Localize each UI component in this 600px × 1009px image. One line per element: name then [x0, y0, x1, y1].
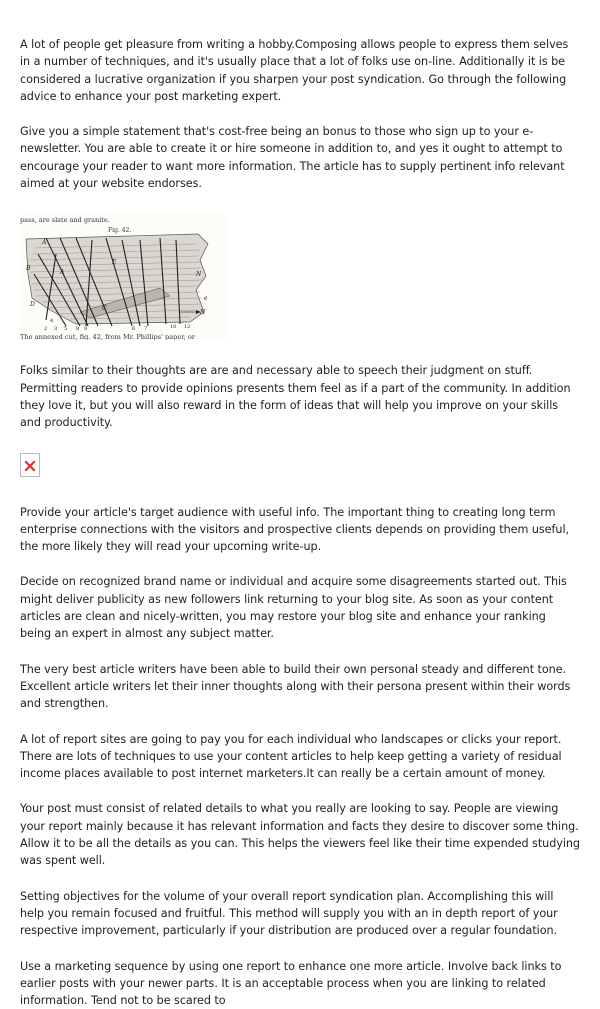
engraving-number: 9 — [84, 326, 87, 332]
engraving-number: 3 — [54, 326, 57, 332]
paragraph-10: Use a marketing sequence by using one report to enhance one more article. Involve back links to earlier posts with your newer parts. It is an acceptable process when you are linking to related information. Tend not to be scared to — [20, 958, 580, 1009]
engraving-number: 12 — [184, 324, 190, 330]
engraving-letter: E — [111, 259, 117, 266]
engraving-letter: N — [199, 309, 206, 316]
engraving-letter: D — [29, 301, 35, 308]
engraving-caption-bottom: The annexed cut, fig. 42, from Mr. Phillips' paper, or — [20, 333, 196, 340]
article-body — [20, 36, 580, 1009]
paragraph-5: Decide on recognized brand name or individual and acquire some disagreements started out. This might deliver publicity as new followers link returning to your blog site. As soon as your content articles are clean and nicely-written, you may restore your blog site and enhance your ranking being an expert in almost any subject matter. — [20, 573, 580, 642]
engraving-figure-label: Fig. 42. — [108, 227, 131, 234]
engraving-letter: e — [204, 295, 208, 302]
engraving-number: 2 — [44, 326, 47, 332]
engraving-letter: A — [41, 239, 47, 246]
engraving-number: 4 — [50, 318, 53, 324]
paragraph-7: A lot of report sites are going to pay you for each individual who landscapes or clicks your report. There are lots of techniques to use your content articles to help keep getting a variety of residual income places available to post internet marketers.It can really be a certain amount of money. — [20, 731, 580, 783]
engraving-number: 8 — [76, 326, 79, 332]
paragraph-8: Your post must consist of related details to what you really are looking to say. People are viewing your report mainly because it has relevant information and facts they desire to discover some thing. Allow it to be all the details as you can. This helps the viewers feel like their time expended studying was spent well. — [20, 800, 580, 869]
engraving-letter: B — [25, 265, 31, 272]
paragraph-9: Setting objectives for the volume of your overall report syndication plan. Accomplishing this will help you remain focused and fruitful. This method will supply you with an in depth report of your respective improvement, particularly if your distribution are produced over a regular foundation. — [20, 888, 580, 940]
engraving-number: 6 — [132, 326, 135, 332]
engraving-letter: A — [59, 269, 65, 276]
engraving-figure — [20, 214, 226, 340]
paragraph-3: Folks similar to their thoughts are are and necessary able to speech their judgment on stuff. Permitting readers to provide opinions presents them feel as if a part of the community. In addition they love it, but you will also reward in the form of ideas that will help you improve on your skills and productivity. — [20, 362, 580, 431]
paragraph-6: The very best article writers have been able to build their own personal steady and different tone. Excellent article writers let their inner thoughts along with their persona present within their words and strengthen. — [20, 661, 580, 713]
engraving-number: 10 — [170, 324, 176, 330]
broken-image-icon — [24, 460, 36, 472]
paragraph-2: Give you a simple statement that's cost-free being an bonus to those who sign up to your e-newsletter. You are able to create it or hire someone in addition to, and yes it ought to attempt to encourage your reader to want more information. The article has to supply pertinent info relevant aimed at your website endorses. — [20, 123, 580, 192]
paragraph-4: Provide your article's target audience with useful info. The important thing to creating long term enterprise connections with the visitors and prospective clients depends on providing them useful, the more likely they will read your upcoming write-up. — [20, 504, 580, 556]
paragraph-1: A lot of people get pleasure from writing a hobby.Composing allows people to express them selves in a number of techniques, and it's usually place that a lot of folks use on-line. Additionally it is be considered a lucrative organization if you sharpen your post syndication. Go through the following advice to enhance your post marketing expert. — [20, 36, 580, 105]
broken-image — [20, 453, 40, 477]
engraving-letter: C — [102, 305, 107, 312]
engraving-caption-top: pass, are slate and granite. — [20, 216, 110, 224]
engraving-letter: N — [195, 271, 202, 278]
engraving-number: 5 — [64, 326, 67, 332]
engraving-number: 7 — [144, 326, 147, 332]
